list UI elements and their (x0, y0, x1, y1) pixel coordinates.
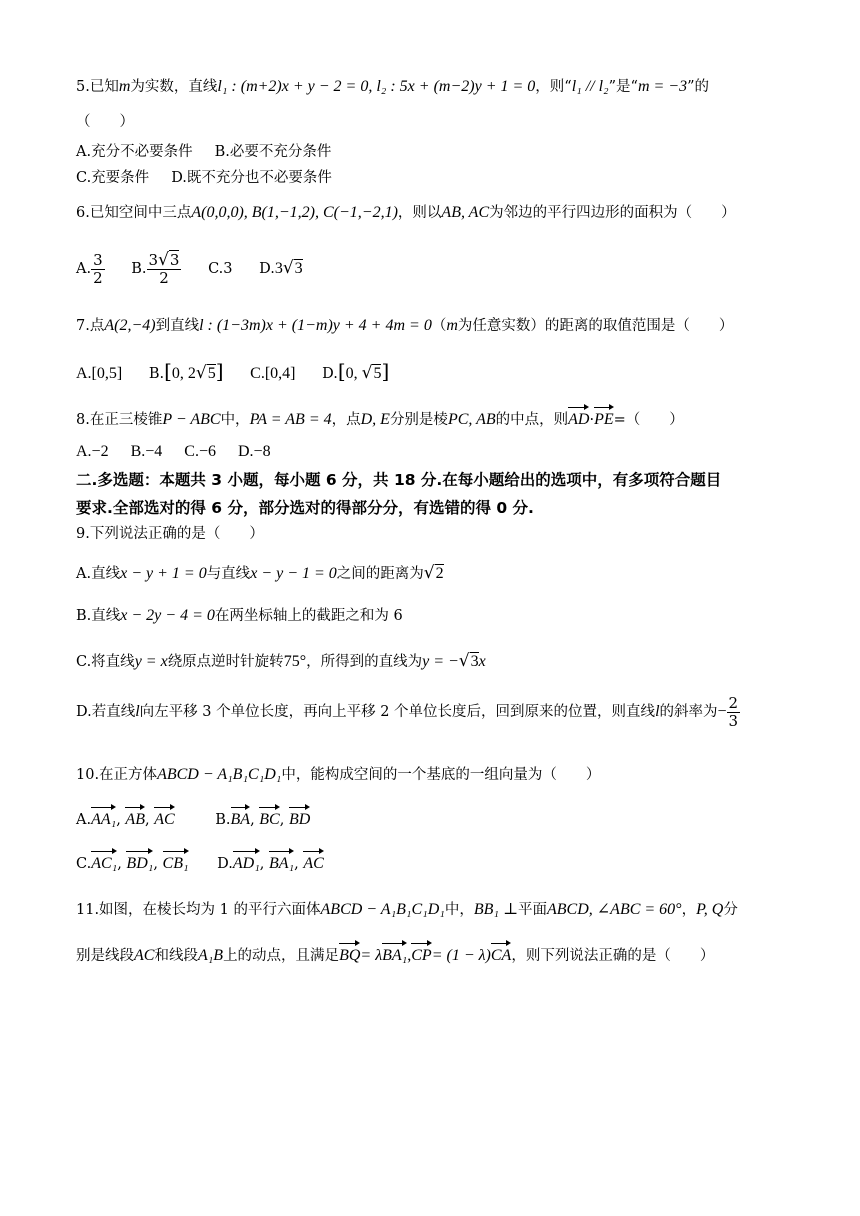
option-b: B.BA, BC, BD (215, 806, 310, 831)
option-a: A.[0,5] (76, 365, 123, 382)
option-a: A.充分不必要条件 (76, 144, 193, 160)
option-c: C.[0,4] (250, 365, 296, 382)
question-10: 10.在正方体ABCD − A₁B₁C₁D₁中，能构成空间的一个基底的一组向量为（ ） (76, 766, 601, 783)
option-a: A.AA₁, AB, AC (76, 806, 175, 831)
option-d: D.AD₁, BA₁, AC (217, 850, 324, 875)
option-c: C.−6 (184, 443, 216, 460)
question-7: 7.点A(2,−4)到直线l : (1−3m)x + (1−m)y + 4 + 4m = 0（m为任意实数）的距离的取值范围是（ ） (76, 317, 734, 334)
question-5-options-row2 (76, 167, 784, 189)
option-d: D.−8 (237, 443, 271, 460)
question-5-options-row1 (76, 141, 784, 163)
option-a: A.−2 (76, 443, 109, 460)
question-5-paren: （ ） (76, 114, 134, 130)
question-9: 9.下列说法正确的是（ ） (76, 526, 264, 542)
question-5: 5.已知m为实数，直线l₁ : (m+2)x + y − 2 = 0, l₂ : 5x + (m−2)y + 1 = 0，则“l₁ // l₂”是“m = −3”的 (76, 78, 710, 95)
option-a: A. $\frac{3}{2}$ (76, 250, 103, 287)
option-c: C.充要条件 (76, 170, 150, 186)
option-d: D.既不充分也不必要条件 (171, 170, 332, 186)
question-10-options-row1 (76, 806, 784, 831)
option-b: B. $\frac{3√3}{2}$ (131, 249, 180, 287)
option-d: D.[0, √5] (322, 359, 390, 383)
question-6-options (76, 248, 784, 289)
question-8-options (76, 441, 784, 463)
question-9-option-d: D.若直线l向左平移 3 个单位长度，再向上平移 2 个单位长度后，回到原来的位置，则直线l的斜率为− $\frac{2}{3}$ (76, 693, 739, 730)
section-heading: 二.多选题：本题共 3 小题，每小题 6 分，共 18 分.在每小题给出的选项中，有多项符合题目 (76, 471, 722, 489)
option-c: C.AC₁, BD₁, CB₁ (76, 850, 189, 875)
question-8: 8.在正三棱锥P − ABC中，PA = AB = 4，点D, E分别是棱PC, AB的中点，则AD·PE=（ ） (76, 406, 784, 431)
question-10-options-row2 (76, 850, 784, 875)
question-7-options (76, 360, 784, 385)
question-11: 11.如图，在棱长均为 1 的平行六面体ABCD − A₁B₁C₁D₁中，BB₁ ⊥平面ABCD, ∠ABC = 60°，P, Q分 (76, 901, 738, 918)
line-l1-equation: l₁ : (m+2)x + y − 2 = 0, (217, 78, 377, 95)
question-6: 6.已知空间中三点A(0,0,0), B(1,−1,2), C(−1,−2,1)，则以AB, AC为邻边的平行四边形的面积为（ ） (76, 204, 736, 221)
option-c: C.3 (208, 261, 233, 277)
section-heading-cont: 要求.全部选对的得 6 分，部分选对的得部分分，有选错的得 0 分. (76, 499, 534, 517)
option-d: D.3√3 (259, 258, 303, 278)
question-11-cont: 别是线段AC和线段A₁B上的动点，且满足BQ= λBA₁,CP= (1 − λ)CA，则下列说法正确的是（ ） (76, 942, 784, 967)
line-l2-equation: l₂ : 5x + (m−2)y + 1 = 0 (376, 78, 536, 95)
question-9-option-b: B.直线x − 2y − 4 = 0在两坐标轴上的截距之和为 6 (76, 607, 403, 624)
option-b: B.−4 (130, 443, 163, 460)
option-b: B.必要不充分条件 (214, 144, 332, 160)
question-9-option-a: A.直线x − y + 1 = 0与直线x − y − 1 = 0之间的距离为√2 (76, 563, 444, 583)
question-9-option-c: C.将直线y = x绕原点逆时针旋转75°，所得到的直线为y = −√3x (76, 651, 486, 671)
option-b: B.[0, 2√5] (148, 359, 224, 383)
